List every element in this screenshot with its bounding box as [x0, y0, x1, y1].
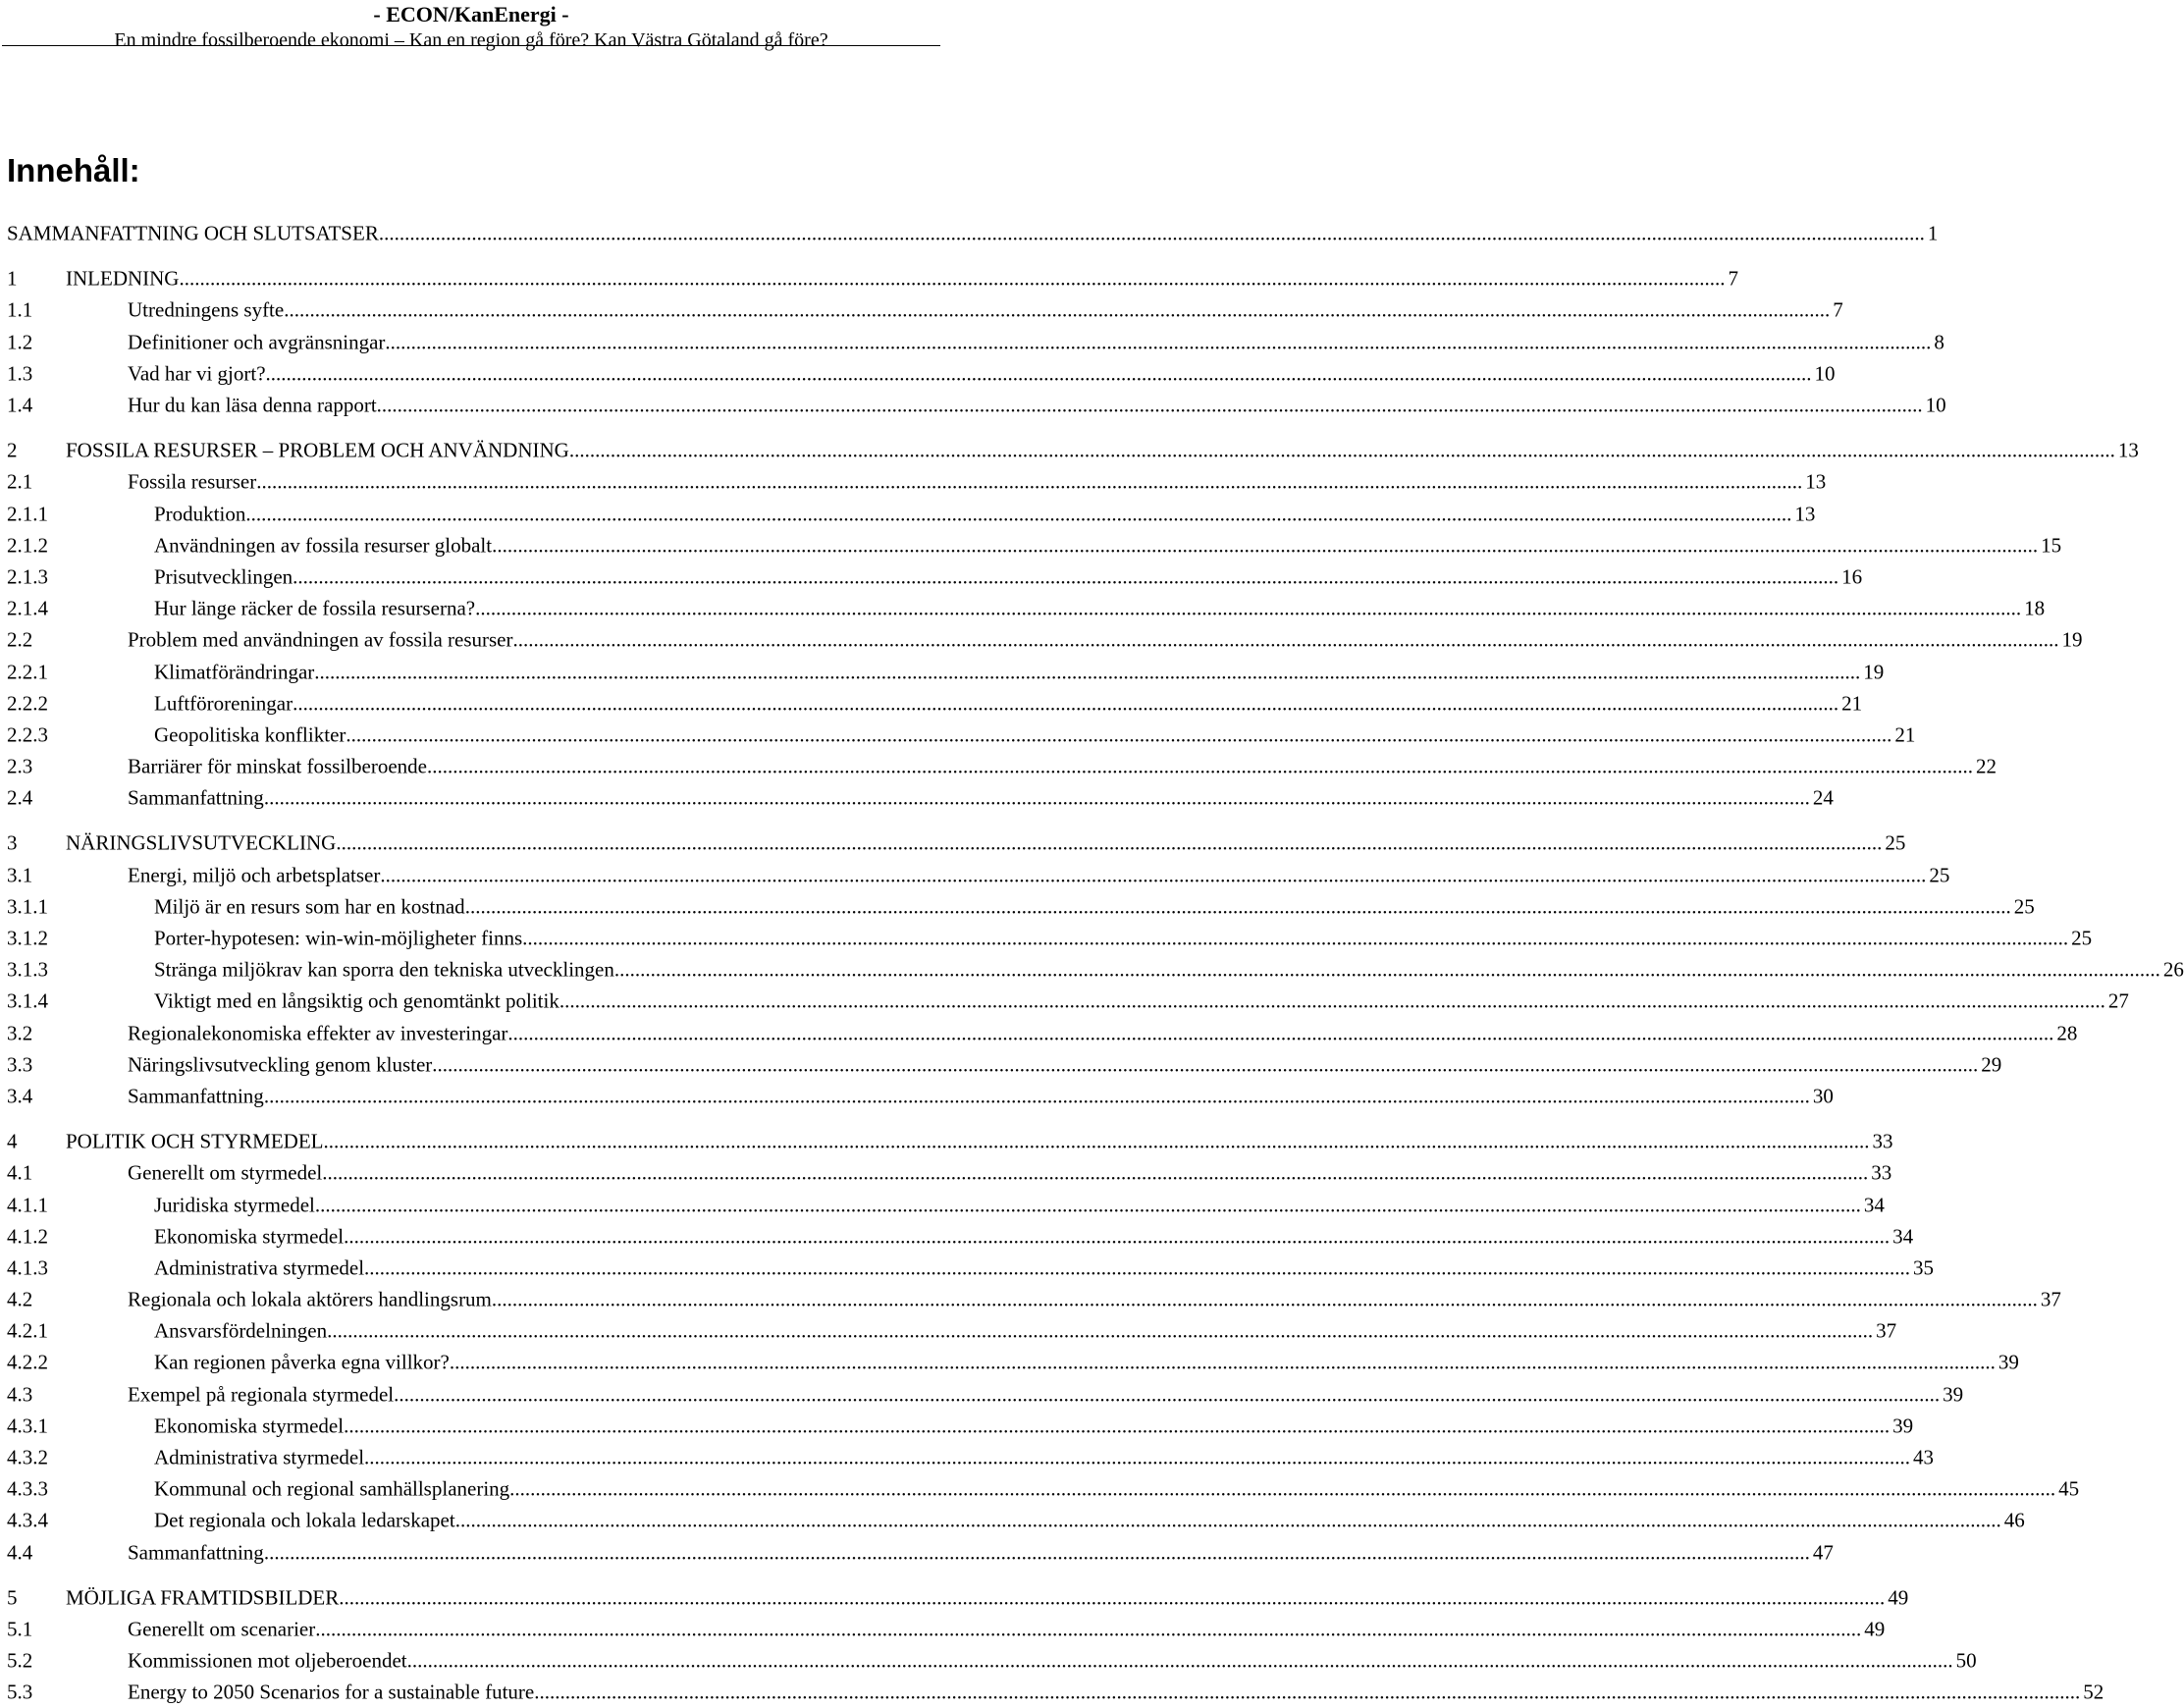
dot-leader: ............................................................................................................................................................................................................................................................................................................: [314, 660, 1861, 684]
toc-entry-title: Generellt om styrmedel: [128, 1160, 323, 1185]
dot-leader: ............................................................................................................................................................................................................................................................................................................: [263, 785, 1810, 810]
toc-entry-page: 39: [1998, 1350, 2019, 1374]
toc-entry[interactable]: [7, 891, 2035, 923]
toc-entry-title: Miljö är en resurs som har en kostnad: [154, 894, 465, 919]
toc-entry-page: 24: [1812, 785, 1834, 810]
toc-entry-page: 25: [1929, 863, 1950, 887]
toc-entry[interactable]: [7, 1253, 1935, 1284]
toc-entry-title: Ekonomiska styrmedel: [154, 1224, 345, 1249]
toc-entry-number: 2.1.4: [7, 596, 48, 620]
toc-entry-number: 3.2: [7, 1021, 33, 1045]
toc-entry[interactable]: [7, 593, 2046, 624]
toc-entry-page: 27: [2107, 988, 2129, 1013]
dot-leader: ............................................................................................................................................................................................................................................................................................................: [364, 1445, 1911, 1469]
toc-entry-number: 2: [7, 438, 18, 462]
toc-entry[interactable]: [7, 1018, 2078, 1049]
dot-leader: ............................................................................................................................................................................................................................................................................................................: [475, 596, 2022, 620]
toc-entry-page: 19: [1863, 660, 1885, 684]
toc-entry-title: Fossila resurser: [128, 469, 257, 494]
toc-entry-number: 3.1.2: [7, 926, 48, 950]
toc-entry-title: Kommunal och regional samhällsplanering: [154, 1476, 510, 1501]
dot-leader: ............................................................................................................................................................................................................................................................................................................: [394, 1382, 1941, 1407]
toc-entry[interactable]: [7, 1189, 1885, 1220]
toc-entry-number: 5.1: [7, 1617, 33, 1641]
toc-entry-title: Generellt om scenarier: [128, 1617, 316, 1641]
toc-entry-title: INLEDNING: [66, 266, 180, 291]
dot-leader: ............................................................................................................................................................................................................................................................................................................: [522, 926, 2069, 950]
toc-entry[interactable]: [7, 688, 1863, 720]
toc-entry-title: Regionala och lokala aktörers handlingsrum: [128, 1287, 492, 1311]
toc-entry-page: 25: [2013, 894, 2035, 919]
dot-leader: ............................................................................................................................................................................................................................................................................................................: [512, 627, 2059, 652]
toc-entry-number: 2.1.3: [7, 564, 48, 589]
toc-entry-page: 13: [1805, 469, 1827, 494]
toc-entry-number: 3.4: [7, 1084, 33, 1108]
dot-leader: ............................................................................................................................................................................................................................................................................................................: [507, 1021, 2054, 1045]
dot-leader: ............................................................................................................................................................................................................................................................................................................: [432, 1052, 1979, 1077]
dot-leader: ............................................................................................................................................................................................................................................................................................................: [293, 691, 1839, 716]
toc-entry-number: 4.3.3: [7, 1476, 48, 1501]
toc-entry-number: 4.1.2: [7, 1224, 48, 1249]
toc-entry-title: Hur du kan läsa denna rapport: [128, 393, 377, 417]
toc-entry[interactable]: [7, 624, 2083, 656]
page-title: Innehåll:: [7, 152, 140, 188]
toc-entry-title: Användningen av fossila resurser globalt: [154, 533, 493, 558]
toc-entry-number: 4.1: [7, 1160, 33, 1185]
toc-entry-number: 4.1.1: [7, 1193, 48, 1217]
toc-entry[interactable]: [7, 1081, 1834, 1112]
toc-entry-title: MÖJLIGA FRAMTIDSBILDER: [66, 1585, 340, 1610]
toc-entry[interactable]: [7, 1347, 2019, 1378]
toc-entry-number: 4.2: [7, 1287, 33, 1311]
dot-leader: ............................................................................................................................................................................................................................................................................................................: [509, 1476, 2056, 1501]
toc-entry-number: 1.4: [7, 393, 33, 417]
toc-entry-page: 18: [2024, 596, 2046, 620]
toc-entry[interactable]: [7, 720, 1916, 751]
toc-entry-title: Sammanfattning: [128, 1540, 264, 1565]
toc-entry[interactable]: [7, 218, 1939, 249]
dot-leader: ............................................................................................................................................................................................................................................................................................................: [346, 722, 1892, 747]
toc-entry-number: 2.2.3: [7, 722, 48, 747]
toc-entry-page: 33: [1872, 1129, 1893, 1153]
toc-entry-title: Utredningens syfte: [128, 297, 285, 322]
toc-entry[interactable]: [7, 435, 2139, 466]
toc-entry-page: 30: [1812, 1084, 1834, 1108]
toc-entry-title: Vad har vi gjort?: [128, 361, 266, 386]
toc-entry-page: 10: [1814, 361, 1836, 386]
toc-entry-title: Näringslivsutveckling genom kluster: [128, 1052, 433, 1077]
dot-leader: ............................................................................................................................................................................................................................................................................................................: [323, 1129, 1870, 1153]
toc-entry[interactable]: [7, 1379, 1964, 1411]
toc-entry-page: 22: [1975, 754, 1997, 778]
toc-entry-number: 4.3: [7, 1382, 33, 1407]
toc-entry-title: Administrativa styrmedel: [154, 1445, 365, 1469]
toc-entry-title: Definitioner och avgränsningar: [128, 330, 386, 354]
toc-entry[interactable]: [7, 827, 1906, 859]
toc-entry-title: Luftföroreningar: [154, 691, 293, 716]
toc-entry-page: 29: [1981, 1052, 2002, 1077]
toc-entry-page: 39: [1943, 1382, 1964, 1407]
toc-entry-page: 21: [1894, 722, 1916, 747]
toc-entry[interactable]: [7, 1677, 2104, 1708]
dot-leader: ............................................................................................................................................................................................................................................................................................................: [327, 1318, 1874, 1343]
toc-entry-page: 35: [1913, 1255, 1935, 1280]
dot-leader: ............................................................................................................................................................................................................................................................................................................: [406, 1648, 1953, 1673]
toc-entry[interactable]: [7, 1614, 1886, 1645]
toc-entry-page: 37: [2040, 1287, 2061, 1311]
toc-entry-page: 15: [2041, 533, 2062, 558]
toc-entry-number: 2.2.1: [7, 660, 48, 684]
toc-entry-number: 5: [7, 1585, 18, 1610]
toc-entry-number: 4.2.1: [7, 1318, 48, 1343]
dot-leader: ............................................................................................................................................................................................................................................................................................................: [568, 438, 2115, 462]
toc-entry-page: 13: [2117, 438, 2139, 462]
toc-entry[interactable]: [7, 1284, 2061, 1315]
toc-entry-number: 4: [7, 1129, 18, 1153]
dot-leader: ............................................................................................................................................................................................................................................................................................................: [454, 1508, 2001, 1532]
toc-entry[interactable]: [7, 860, 1950, 891]
dot-leader: ............................................................................................................................................................................................................................................................................................................: [245, 502, 1792, 526]
dot-leader: ............................................................................................................................................................................................................................................................................................................: [263, 1084, 1810, 1108]
dot-leader: ............................................................................................................................................................................................................................................................................................................: [464, 894, 2011, 919]
toc-entry-number: 2.2.2: [7, 691, 48, 716]
header-divider: [2, 45, 940, 46]
toc-entry[interactable]: [7, 263, 1738, 294]
dot-leader: ............................................................................................................................................................................................................................................................................................................: [339, 1585, 1886, 1610]
toc-entry[interactable]: [7, 1126, 1893, 1157]
toc-entry[interactable]: [7, 1157, 1892, 1189]
toc-entry-page: 43: [1913, 1445, 1935, 1469]
toc-entry-title: Klimatförändringar: [154, 660, 315, 684]
toc-entry-title: Problem med användningen av fossila resurser: [128, 627, 513, 652]
dot-leader: ............................................................................................................................................................................................................................................................................................................: [293, 564, 1839, 589]
toc-entry-number: 1.1: [7, 297, 33, 322]
toc-entry-page: 49: [1888, 1585, 1909, 1610]
toc-entry-page: 26: [2162, 957, 2184, 982]
toc-entry-number: 4.3.1: [7, 1414, 48, 1438]
toc-entry-title: Energy to 2050 Scenarios for a sustainable future: [128, 1680, 535, 1704]
toc-entry[interactable]: [7, 1645, 1977, 1677]
dot-leader: ............................................................................................................................................................................................................................................................................................................: [284, 297, 1831, 322]
toc-entry-page: 16: [1841, 564, 1863, 589]
toc-entry-page: 19: [2061, 627, 2083, 652]
toc-entry[interactable]: [7, 1442, 1935, 1473]
toc-entry-page: 34: [1863, 1193, 1885, 1217]
toc-entry-title: Produktion: [154, 502, 246, 526]
toc-entry-title: Kommissionen mot oljeberoendet: [128, 1648, 407, 1673]
dot-leader: ............................................................................................................................................................................................................................................................................................................: [344, 1224, 1891, 1249]
toc-entry-number: 2.3: [7, 754, 33, 778]
toc-entry-page: 50: [1955, 1648, 1977, 1673]
dot-leader: ............................................................................................................................................................................................................................................................................................................: [364, 1255, 1911, 1280]
toc-entry-title: Porter-hypotesen: win-win-möjligheter finns: [154, 926, 523, 950]
table-of-contents: [7, 218, 2184, 1708]
toc-entry-title: Geopolitiska konflikter: [154, 722, 346, 747]
toc-entry-number: 2.1: [7, 469, 33, 494]
toc-entry-page: 13: [1794, 502, 1816, 526]
toc-entry-number: 2.2: [7, 627, 33, 652]
toc-entry[interactable]: [7, 1315, 1897, 1347]
dot-leader: ............................................................................................................................................................................................................................................................................................................: [559, 988, 2105, 1013]
dot-leader: ............................................................................................................................................................................................................................................................................................................: [344, 1414, 1891, 1438]
toc-entry[interactable]: [7, 782, 1834, 814]
dot-leader: ............................................................................................................................................................................................................................................................................................................: [179, 266, 1726, 291]
toc-entry-title: Regionalekonomiska effekter av investeringar: [128, 1021, 508, 1045]
toc-entry[interactable]: [7, 358, 1836, 390]
toc-entry-title: Det regionala och lokala ledarskapet: [154, 1508, 455, 1532]
toc-entry-title: Juridiska styrmedel: [154, 1193, 315, 1217]
toc-entry[interactable]: [7, 561, 1863, 593]
header-org: - ECON/KanEnergi -: [373, 2, 569, 27]
toc-entry-number: 4.2.2: [7, 1350, 48, 1374]
toc-entry-number: 4.3.2: [7, 1445, 48, 1469]
toc-entry-title: Administrativa styrmedel: [154, 1255, 365, 1280]
toc-entry-title: NÄRINGSLIVSUTVECKLING: [66, 830, 337, 855]
toc-entry-number: 4.1.3: [7, 1255, 48, 1280]
dot-leader: ............................................................................................................................................................................................................................................................................................................: [426, 754, 1973, 778]
toc-entry[interactable]: [7, 751, 1997, 782]
toc-entry-page: 1: [1927, 221, 1939, 245]
toc-entry[interactable]: [7, 499, 1816, 530]
toc-entry-title: FOSSILA RESURSER – PROBLEM OCH ANVÄNDNING: [66, 438, 569, 462]
toc-entry[interactable]: [7, 390, 1946, 421]
dot-leader: ............................................................................................................................................................................................................................................................................................................: [534, 1680, 2081, 1704]
dot-leader: ............................................................................................................................................................................................................................................................................................................: [322, 1160, 1869, 1185]
toc-entry[interactable]: [7, 954, 2184, 986]
toc-entry[interactable]: [7, 1473, 2080, 1505]
toc-entry[interactable]: [7, 1411, 1914, 1442]
toc-entry-page: 25: [2071, 926, 2093, 950]
dot-leader: ............................................................................................................................................................................................................................................................................................................: [336, 830, 1883, 855]
toc-entry-title: Energi, miljö och arbetsplatser: [128, 863, 381, 887]
toc-entry-page: 33: [1871, 1160, 1892, 1185]
toc-entry-number: 2.4: [7, 785, 33, 810]
toc-entry-number: 4.4: [7, 1540, 33, 1565]
toc-entry-page: 34: [1892, 1224, 1914, 1249]
toc-entry-page: 49: [1864, 1617, 1886, 1641]
dot-leader: ............................................................................................................................................................................................................................................................................................................: [263, 1540, 1810, 1565]
toc-entry-number: 3.1: [7, 863, 33, 887]
toc-entry-page: 37: [1876, 1318, 1897, 1343]
toc-entry-number: 4.3.4: [7, 1508, 48, 1532]
toc-entry[interactable]: [7, 1049, 2002, 1081]
toc-entry-page: 7: [1833, 297, 1843, 322]
toc-entry-title: Hur länge räcker de fossila resurserna?: [154, 596, 476, 620]
toc-entry-title: Sammanfattning: [128, 1084, 264, 1108]
toc-entry-title: Prisutvecklingen: [154, 564, 293, 589]
toc-entry[interactable]: [7, 656, 1885, 687]
toc-entry-number: 2.1.1: [7, 502, 48, 526]
dot-leader: ............................................................................................................................................................................................................................................................................................................: [492, 533, 2039, 558]
toc-entry-title: Kan regionen påverka egna villkor?: [154, 1350, 450, 1374]
toc-entry-page: 45: [2058, 1476, 2080, 1501]
toc-entry[interactable]: [7, 466, 1827, 498]
toc-entry-title: Viktigt med en långsiktig och genomtänkt politik: [154, 988, 559, 1013]
toc-entry-page: 39: [1892, 1414, 1914, 1438]
dot-leader: ............................................................................................................................................................................................................................................................................................................: [380, 863, 1927, 887]
toc-entry-page: 7: [1728, 266, 1738, 291]
toc-entry-number: 1: [7, 266, 18, 291]
dot-leader: ............................................................................................................................................................................................................................................................................................................: [265, 361, 1812, 386]
toc-entry[interactable]: [7, 1537, 1834, 1569]
toc-entry-page: 21: [1841, 691, 1863, 716]
toc-entry-number: 3.3: [7, 1052, 33, 1077]
toc-entry-title: Sammanfattning: [128, 785, 264, 810]
toc-entry-title: Ansvarsfördelningen: [154, 1318, 328, 1343]
toc-entry[interactable]: [7, 1505, 2025, 1536]
toc-entry[interactable]: [7, 1221, 1914, 1253]
toc-entry-page: 46: [2003, 1508, 2025, 1532]
dot-leader: ............................................................................................................................................................................................................................................................................................................: [491, 1287, 2038, 1311]
dot-leader: ............................................................................................................................................................................................................................................................................................................: [385, 330, 1932, 354]
toc-entry-number: 3.1.1: [7, 894, 48, 919]
toc-entry-title: Stränga miljökrav kan sporra den tekniska utvecklingen: [154, 957, 614, 982]
toc-entry[interactable]: [7, 1582, 1909, 1614]
toc-entry[interactable]: [7, 294, 1843, 326]
dot-leader: ............................................................................................................................................................................................................................................................................................................: [376, 393, 1923, 417]
toc-entry-page: 10: [1925, 393, 1946, 417]
toc-entry-page: 28: [2056, 1021, 2078, 1045]
toc-entry-title: Exempel på regionala styrmedel: [128, 1382, 395, 1407]
toc-entry-page: 47: [1812, 1540, 1834, 1565]
toc-entry-number: 2.1.2: [7, 533, 48, 558]
dot-leader: ............................................................................................................................................................................................................................................................................................................: [613, 957, 2160, 982]
toc-entry-title: POLITIK OCH STYRMEDEL: [66, 1129, 324, 1153]
dot-leader: ............................................................................................................................................................................................................................................................................................................: [315, 1617, 1862, 1641]
toc-entry-number: 3: [7, 830, 18, 855]
toc-entry[interactable]: [7, 986, 2129, 1017]
toc-entry-number: 5.3: [7, 1680, 33, 1704]
toc-entry-number: 1.3: [7, 361, 33, 386]
dot-leader: ............................................................................................................................................................................................................................................................................................................: [449, 1350, 1996, 1374]
toc-entry-title: Ekonomiska styrmedel: [154, 1414, 345, 1438]
toc-entry-number: 3.1.4: [7, 988, 48, 1013]
dot-leader: ............................................................................................................................................................................................................................................................................................................: [256, 469, 1803, 494]
toc-entry-title: SAMMANFATTNING OCH SLUTSATSER: [7, 221, 379, 245]
toc-entry-number: 5.2: [7, 1648, 33, 1673]
toc-entry-page: 25: [1885, 830, 1906, 855]
toc-entry[interactable]: [7, 923, 2093, 954]
dot-leader: ............................................................................................................................................................................................................................................................................................................: [314, 1193, 1861, 1217]
toc-entry[interactable]: [7, 530, 2062, 561]
toc-entry-number: 1.2: [7, 330, 33, 354]
toc-entry-number: 3.1.3: [7, 957, 48, 982]
toc-entry-title: Barriärer för minskat fossilberoende: [128, 754, 427, 778]
dot-leader: ............................................................................................................................................................................................................................................................................................................: [378, 221, 1925, 245]
header-subtitle: En mindre fossilberoende ekonomi – Kan en region gå före? Kan Västra Götaland gå före?: [114, 29, 828, 51]
toc-entry-page: 8: [1934, 330, 1944, 354]
toc-entry-page: 52: [2083, 1680, 2104, 1704]
toc-entry[interactable]: [7, 327, 1944, 358]
